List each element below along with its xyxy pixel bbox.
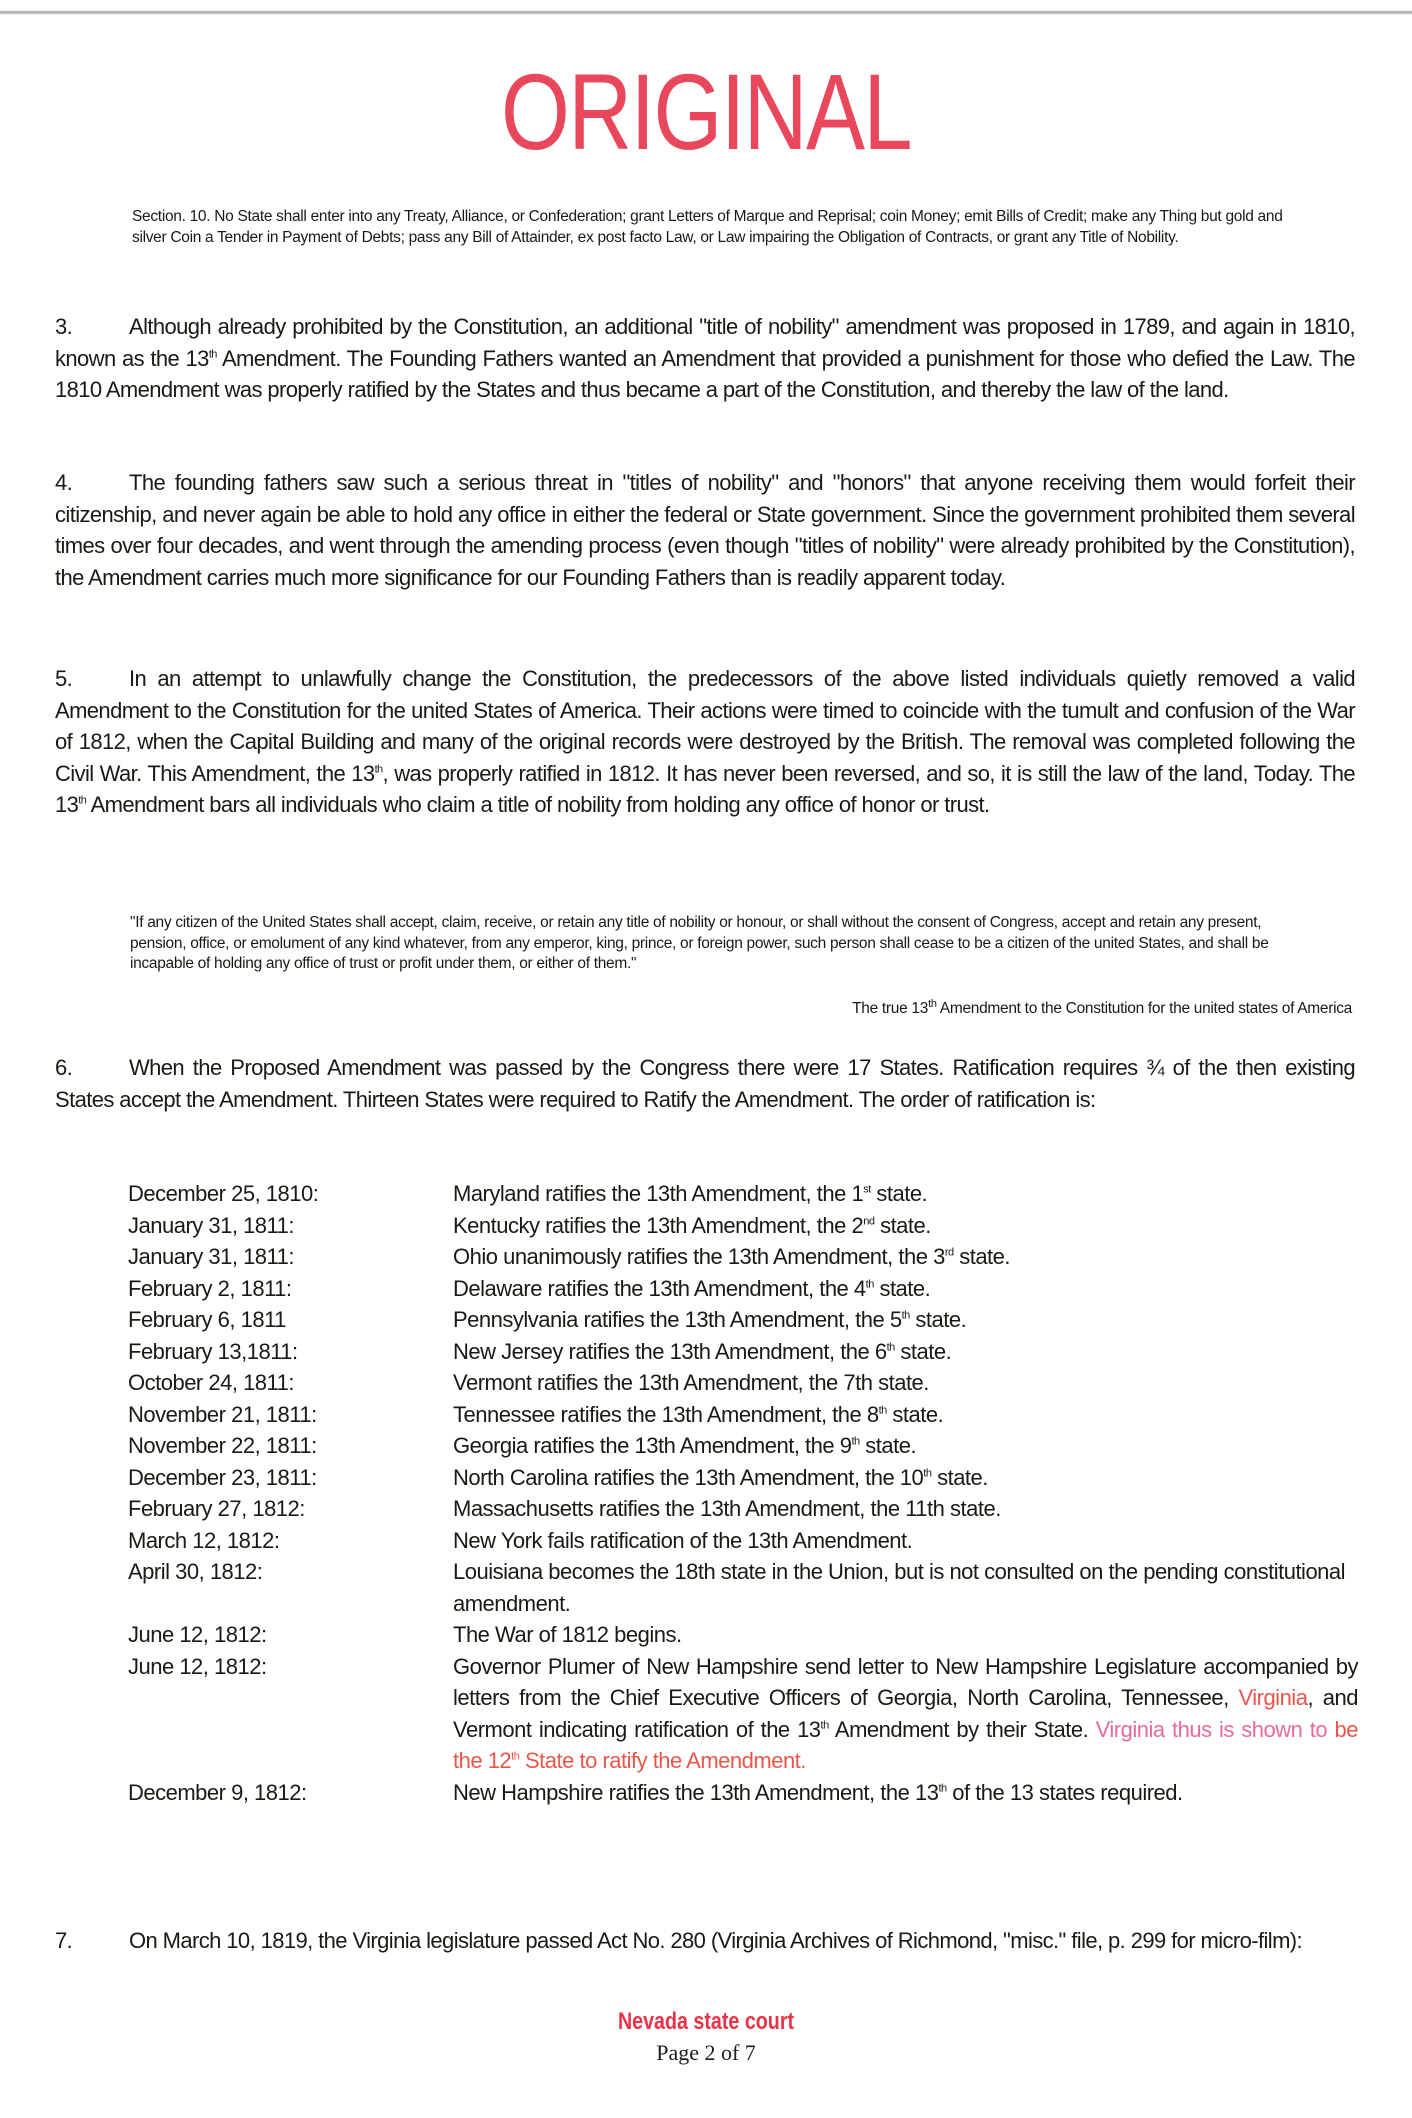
paragraph-3: 3. Although already prohibited by the Constitution, an additional "title of nobility" amendment was proposed in 1789, and again in 1810, known as the 13th Amendment. The Founding Fathers wanted an Amendment that provided a punishment for those who defied the Law. The 1810 Amendment was properly ratified by the States and thus became a part of the Constitution, and thereby the law of the land. [55, 311, 1355, 406]
paragraph-number: 6. [55, 1055, 73, 1080]
paragraph-7: 7. On March 10, 1819, the Virginia legislature passed Act No. 280 (Virginia Archives of Richmond, "misc." file, p. 299 for micro-film): [55, 1925, 1355, 1957]
timeline-row: February 27, 1812: Massachusetts ratifies the 13th Amendment, the 11th state. [128, 1496, 1001, 1521]
section-10-quote: Section. 10. No State shall enter into any Treaty, Alliance, or Confederation; grant Letters of Marque and Reprisal; coin Money; emit Bills of Credit; make any Thing but gold and silver Coin a Tender in Payment of Debts; pass any Bill of Attainder, ex post facto Law, or Law impairing the Obligation of Contracts, or grant any Title of Nobility. [132, 208, 1283, 246]
paragraph-number: 4. [55, 470, 73, 495]
paragraph-5: 5. In an attempt to unlawfully change the Constitution, the predecessors of the above listed individuals quietly removed a valid Amendment to the Constitution for the united States of America. Their actions were timed to coincide with the tumult and confusion of the War of 1812, when the Capital Building and many of the original records were destroyed by the British. The removal was completed following the Civil War. This Amendment, the 13th, was properly ratified in 1812. It has never been reversed, and so, it is still the law of the land, Today. The 13th Amendment bars all individuals who claim a title of nobility from holding any office of honor or trust. [55, 663, 1355, 821]
virginia-highlight: Virginia [1238, 1685, 1308, 1710]
paragraph-number: 7. [55, 1928, 73, 1953]
amendment-citation: The true 13th Amendment to the Constitution for the united states of America [852, 997, 1352, 1017]
timeline-row: March 12, 1812: New York fails ratification of the 13th Amendment. [128, 1527, 913, 1553]
timeline-row: June 12, 1812: The War of 1812 begins. [128, 1622, 682, 1647]
ratification-timeline [128, 1178, 1358, 1808]
timeline-row-new-hampshire: December 9, 1812: New Hampshire ratifies the 13th Amendment, the 13th of the 13 states required. [128, 1779, 1183, 1805]
paragraph-number: 3. [55, 314, 73, 339]
paragraph-6: 6. When the Proposed Amendment was passed by the Congress there were 17 States. Ratification requires ¾ of the then existing States accept the Amendment. Thirteen States were required to Ratify the Amendment. The order of ratification is: [55, 1052, 1355, 1115]
timeline-row: December 23, 1811: North Carolina ratifies the 13th Amendment, the 10th state. [128, 1464, 988, 1490]
page-number: Page 2 of 7 [656, 2040, 756, 2065]
amendment-quote: "If any citizen of the United States shall accept, claim, receive, or retain any title of nobility or honour, or shall without the consent of Congress, accept and retain any present, pension, office, or emolument of any kind whatever, from any emperor, king, prince, or foreign power, such person shall cease to be a citizen of the united States, and shall be incapable of holding any office of trust or profit under them, or either of them." [130, 914, 1269, 972]
timeline-row: February 13,1811: New Jersey ratifies the 13th Amendment, the 6th state. [128, 1338, 952, 1364]
timeline-row: February 2, 1811: Delaware ratifies the 13th Amendment, the 4th state. [128, 1275, 931, 1301]
timeline-row: November 22, 1811: Georgia ratifies the 13th Amendment, the 9th state. [128, 1433, 917, 1458]
timeline-row-plumer: June 12, 1812: Governor Plumer of New Hampshire send letter to New Hampshire Legislature accompanied by letters from the Chief Executive Officers of Georgia, North Carolina, Tennessee, Virginia, and Vermont indicating ratification of the 13th Amendment by their State. Virginia thus is shown to be the 12th State to ratify the Amendment. [128, 1653, 1358, 1773]
court-stamp: Nevada state court [617, 2008, 795, 2035]
scan-top-edge [0, 10, 1412, 15]
timeline-row: October 24, 1811: Vermont ratifies the 13th Amendment, the 7th state. [128, 1370, 929, 1395]
paragraph-number: 5. [55, 666, 73, 691]
timeline-row: November 21, 1811: Tennessee ratifies the 13th Amendment, the 8th state. [128, 1401, 944, 1427]
virginia-note-highlight: Virginia thus is shown to [1095, 1716, 1328, 1742]
timeline-row: January 31, 1811: Kentucky ratifies the 13th Amendment, the 2nd state. [128, 1212, 931, 1238]
original-stamp: ORIGINAL [500, 51, 912, 172]
timeline-row: January 31, 1811: Ohio unanimously ratifies the 13th Amendment, the 3rd state. [128, 1244, 1011, 1269]
timeline-row: December 25, 1810: Maryland ratifies the 13th Amendment, the 1st state. [128, 1181, 928, 1206]
timeline-row: February 6, 1811 Pennsylvania ratifies the 13th Amendment, the 5th state. [128, 1307, 967, 1332]
timeline-row: April 30, 1812: Louisiana becomes the 18th state in the Union, but is not consulted on the pending constitutional amendment. [128, 1559, 1346, 1616]
paragraph-4: 4. The founding fathers saw such a serious threat in "titles of nobility" and "honors" that anyone receiving them would forfeit their citizenship, and never again be able to hold any office in either the federal or State government. Since the government prohibited them several times over four decades, and went through the amending process (even though "titles of nobility" were already prohibited by the Constitution), the Amendment carries much more significance for our Founding Fathers than is readily apparent today. [55, 467, 1355, 593]
